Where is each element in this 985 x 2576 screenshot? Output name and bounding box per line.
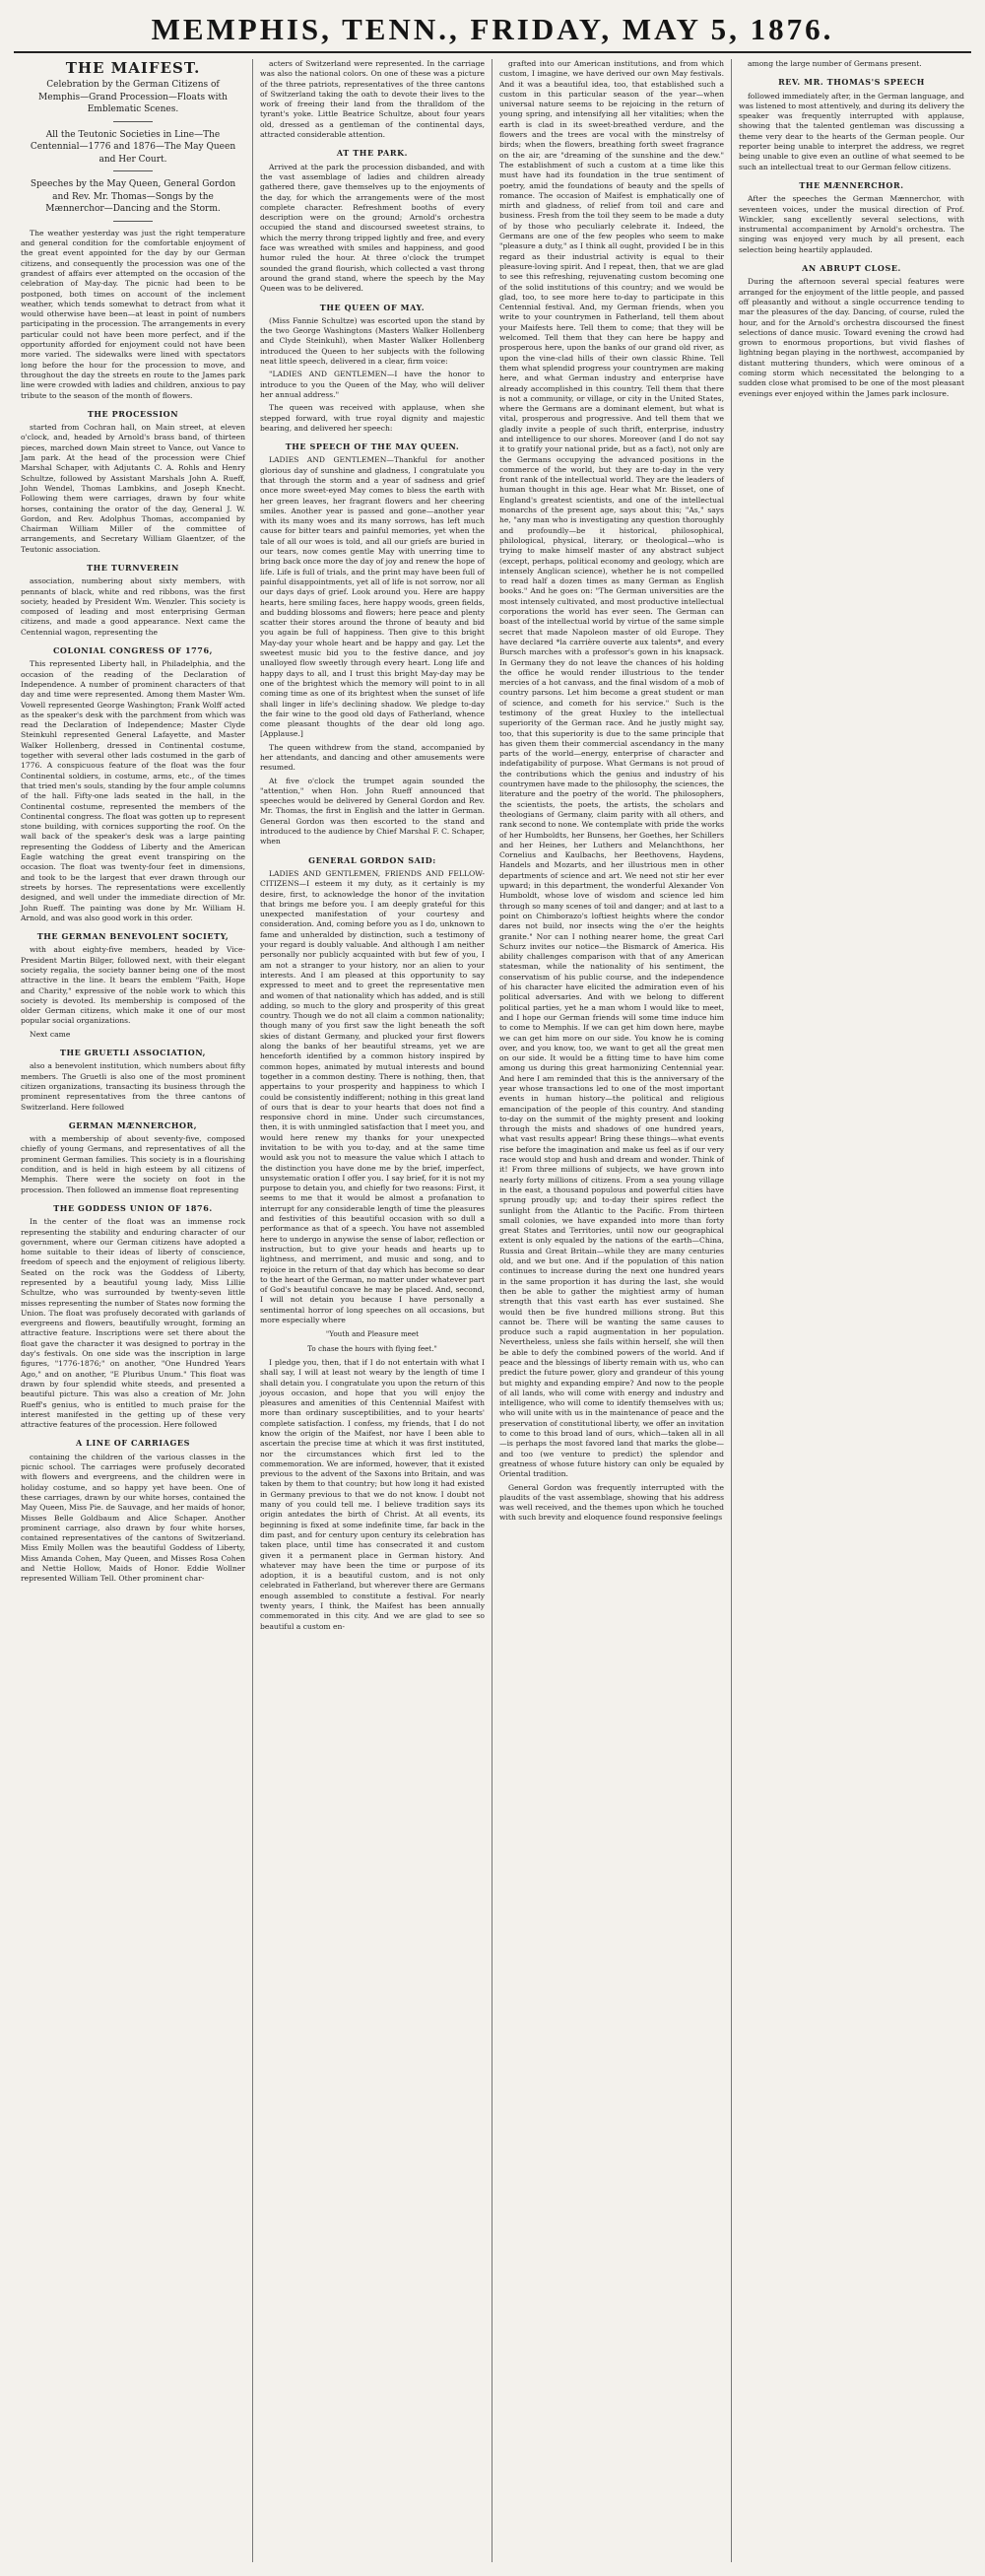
- paragraph: This represented Liberty hall, in Philadelphia, and the occasion of the reading of the Declaration of Independence. A number of prominent characters of that day and time were represented. Among them Master Wm. Vowell represented George Washington; Frank Wolff acted as the speaker's desk with the parchment from which was read the Declaration of Independence; Master Clyde Steinkuhl represented General Lafayette, and Master Walker Hollenberg, dressed in Continental costume, together with several other lads costumed in the garb of 1776. A conspicuous feature of the float was the four Continental soldiers, in costume, arms, etc., of the times that tried men's souls, standing by the four ample columns of the hall. Fifty-one lads seated in the hall, in the Continental costume, represented the members of the Continental congress. The float was gotten up to represent stone building, with cornices supporting the roof. On the wall back of the speaker's desk was a large painting representing the Goddess of Liberty and the American Eagle watching the great event transpiring on the occasion. The float was twenty-four feet in dimensions, and took to be the largest that ever drawn through our streets by horses. The representations were excellently designed, and well under the immediate direction of Mr. John Rueff. The painting was done by Mr. William H. Arnold, and was also good work in this order.: [21, 659, 245, 922]
- subhead: THE TURNVEREIN: [87, 563, 179, 573]
- paragraph: containing the children of the various classes in the picnic school. The carriages were profusely decorated with flowers and evergreens, and the children were in holiday costume, and so happy yet have been. One of these carriages, drawn by our white horses, contained the May Queen, Miss Pie. de Sauvage, and her maids of honor, Misses Belle Goldbaum and Alice Schaper. Another prominent carriage, also drawn by four white horses, contained representatives of the cantons of Switzerland. Miss Emily Mollen was the beautiful Goddess of Liberty, Miss Amanda Cohen, May Queen, and Misses Rosa Cohen and Nettie Hollow, Maids of Honor. Eddie Wollner represented William Tell. Other prominent char-: [21, 1452, 245, 1584]
- column-1: [14, 59, 253, 2562]
- paragraph: among the large number of Germans present.: [748, 59, 922, 68]
- paragraph: The queen was received with applause, when she stepped forward, with true royal dignity and majestic bearing, and delivered her speech:: [260, 403, 485, 433]
- subhead: THE GODDESS UNION OF 1876.: [53, 1202, 213, 1213]
- subhead: A LINE OF CARRIAGES: [76, 1438, 190, 1449]
- column-3: [492, 59, 732, 2562]
- subhead: COLONIAL CONGRESS OF 1776,: [52, 645, 214, 656]
- columns: [14, 59, 971, 2562]
- paragraph: Next came: [30, 1029, 71, 1039]
- subhead: AT THE PARK.: [336, 148, 409, 159]
- paragraph: association, numbering about sixty members, with pennants of black, white and red ribbons, was the first society, headed by President Wm. Wenzler. This society is composed of leading and most enterprising German citizens, and made a good appearance. Next came the Centennial wagon, representing the: [21, 576, 245, 637]
- subhead: GERMAN MÆNNERCHOR,: [68, 1119, 198, 1130]
- subhead: THE SPEECH OF THE MAY QUEEN.: [285, 441, 460, 452]
- paragraph: General Gordon was frequently interrupted with the plaudits of the vast assemblage, showing that his address was well received, and the themes upon which he touched with such brevity and eloquence found responsive feelings: [499, 1482, 724, 1523]
- paragraph: (Miss Fannie Schultze) was escorted upon the stand by the two George Washingtons (Masters Walker Hollenberg and Clyde Steinkuhl), when Master Walker Hollenberg introduced the Queen to her subjects with the following neat little speech, delivered in a clear, firm voice:: [260, 315, 485, 367]
- deck-line-2: All the Teutonic Societies in Line—The Centennial—1776 and 1876—The May Queen and Her Court.: [30, 129, 236, 165]
- paragraph: LADIES AND GENTLEMEN, FRIENDS AND FELLOW-CITIZENS—I esteem it my duty, as it certainly is my desire, first, to acknowledge the honor of the invitation that brings me before you. I am deeply grateful for this unexpected manifestation of your courtesy and consideration. And, coming before you as I do, unknown to fame and unheralded by distinction, such a testimony of your regard is doubly valuable. And although I am neither personally nor publicly acquainted with but few of you, I am not a stranger to your history, nor an alien to your interests. And I am pleased at this opportunity to say expressed to meet and to greet the representative men and women of that nationality which has added, and is still adding, so much to the glory and prosperity of this great country. Though we do not all claim a common nationality; though many of you first saw the light beneath the soft skies of distant Germany, and plucked your first flowers along the banks of her beautiful streams, yet we are henceforth identified by a common history inspired by common hopes, animated by mutual interests and bound together in a common destiny. There is nothing, then, that appertains to your prosperity and happiness to which I could be consistently indifferent; nothing in this great land of ours that is dear to your hearts that does not find a responsive chord in mine. Under such circumstances, then, it is with unmingled satisfaction that I meet you, and would here renew my thanks for your unexpected invitation to be with you to-day, and at the same time would ask you not to measure the value which I attach to the distinction you have done me by the brief, imperfect, unsystematic oration I offer you. I say brief, for it is not my purpose to detain you, and chiefly for two reasons: First, it seems to me that it would be almost a profanation to interrupt for any considerable length of time the pleasures and festivities of this beautiful occasion with so dull a performance as that of a speech. You have not assembled here to undergo in anywise the sense of labor, reflection or instruction, but to give your heads and hearts up to lightness, and merriment, and music and song, and to rejoice in the return of that day which has become so dear to the heart of the German, no matter under whatever part of God's beautiful concave he may be placed. And, second, I will not detain you because I have personally a sentimental horror of long speeches on all occasions, but more especially where: [260, 868, 485, 1325]
- subhead: THE GRUETLI ASSOCIATION,: [59, 1048, 207, 1058]
- deck-line-3: Speeches by the May Queen, General Gordon and Rev. Mr. Thomas—Songs by the Mænnerchor—Dancing and the Storm.: [30, 179, 236, 215]
- deck-line-1: Celebration by the German Citizens of Memphis—Grand Procession—Floats with Emblematic Scenes.: [38, 80, 228, 115]
- paragraph: The weather yesterday was just the right temperature and general condition for the comfortable enjoyment of the great event appointed for the day by our German citizens, and consequently the procession was one of the grandest of affairs ever attempted on the occasion of the celebration of May-day. The picnic had been to be postponed, both times on account of the inclement weather, which tends somewhat to detract from what it would otherwise have been—at least in point of numbers participating in the procession. The arrangements in every particular could not have been more perfect, and if the opportunity afforded for enjoyment could not have been more varied. The sidewalks were lined with spectators long before the hour for the procession to move, and throughout the day the streets en route to the James park line were crowded with ladies and children, anxious to pay tribute to the season of the month of flowers.: [21, 228, 245, 400]
- column-4: [732, 59, 971, 2562]
- paragraph: acters of Switzerland were represented. In the carriage was also the national colors. On one of these was a picture of the three patriots, representatives of the three cantons of Switzerland taking the oath to devote their lives to the work of freeing their land from the thralldom of the tyrant's yoke. Little Beatrice Schultze, about four years old, dressed as a gentleman of the continental days, attracted considerable attention.: [260, 59, 485, 140]
- column-2: [253, 59, 492, 2562]
- deck-divider: [113, 170, 153, 171]
- paragraph: also a benevolent institution, which numbers about fifty members. The Gruetli is also one of the most prominent citizen organizations, transacting its business through the prominent representatives from the three cantons of Switzerland. Here followed: [21, 1061, 245, 1112]
- paragraph: In the center of the float was an immense rock representing the stability and enduring character of our government, where our German citizens have adopted a home suitable to their ideas of liberty of conscience, freedom of speech and the enjoyment of religious liberty. Seated on the rock was the Goddess of Liberty, represented by a beautiful young lady, Miss Lillie Schultze, who was surrounded by twenty-seven little misses representing the number of States now forming the Union. The float was profusely decorated with garlands of evergreens and flowers, beautifully wrought, forming an attractive feature. Inscriptions were set there about the float gave the character it was designed to portray in the day's festivals. On one side was the inscription in large figures, "1776-1876;" on another, "One Hundred Years Ago," and on another, "E Pluribus Unum." This float was drawn by four splendid white steeds, and presented a beautiful picture. This was also a creation of Mr. John Rueff's genius, who is entitled to much praise for the interest manifested in the getting up of these very attractive features of the procession. Here followed: [21, 1217, 245, 1430]
- paragraph: "LADIES AND GENTLEMEN—I have the honor to introduce to you the Queen of the May, who will deliver her annual address.": [260, 370, 485, 399]
- deck-divider: [113, 221, 153, 222]
- masthead: MEMPHIS, TENN., FRIDAY, MAY 5, 1876.: [14, 10, 971, 53]
- paragraph: The queen withdrew from the stand, accompanied by her attendants, and dancing and other amusements were resumed.: [260, 742, 485, 773]
- paragraph: At five o'clock the trumpet again sounded the "attention," when Hon. John Rueff announced that speeches would be delivered by General Gordon and Rev. Mr. Thomas, the first in English and the latter in German. General Gordon was then escorted to the stand and introduced to the audience by Chief Marshal F. C. Schaper, when: [260, 776, 485, 847]
- paragraph: After the speeches the German Mænnerchor, with seventeen voices, under the musical direction of Prof. Winckler, sang excellently several selections, with instrumental accompaniment by Arnold's orchestra. The singing was enjoyed very much by all present, each selection being heartily applauded.: [739, 194, 964, 254]
- paragraph: During the afternoon several special features were arranged for the enjoyment of the little people, and passed off pleasantly and without a single occurrence tending to mar the pleasures of the day. Dancing, of course, ruled the hour, and for the Arnold's orchestra discoursed the finest selections of dance music. Toward evening the crowd had grown to enormous proportions, but vivid flashes of lightning began playing in the northwest, accompanied by distant muttering thunders, which were ominous of a coming storm which necessitated the belonging to a sudden close what promised to be one of the most pleasant evenings ever enjoyed within the James park inclosure.: [739, 277, 964, 398]
- paragraph: followed immediately after, in the German language, and was listened to most attentively, and during its delivery the speaker was frequently interrupted with applause, showing that the talented gentleman was discussing a theme very dear to the hearts of the German people. Our reporter being unable to interpret the address, we regret being unable to give even an outline of what seemed to be such an intellectual treat to our German fellow citizens.: [739, 91, 964, 171]
- deck-divider: [113, 121, 153, 122]
- paragraph: with about eighty-five members, headed by Vice-President Martin Bilger, followed next, with their elegant society regalia, the society banner being one of the most attractive in the line. It bears the emblem "Faith, Hope and Charity," expressive of the noble work to which this society is devoted. Its membership is composed of the older German citizens, which make it one of our most popular social organizations.: [21, 945, 245, 1026]
- article-headline: THE MAIFEST.: [65, 59, 201, 77]
- subhead: THE GERMAN BENEVOLENT SOCIETY,: [36, 931, 230, 942]
- subhead: REV. MR. THOMAS'S SPEECH: [778, 77, 925, 88]
- subhead: AN ABRUPT CLOSE.: [802, 263, 901, 274]
- verse-line: "Youth and Pleasure meet: [325, 1329, 420, 1339]
- subhead: THE MÆNNERCHOR.: [799, 179, 904, 190]
- subhead: GENERAL GORDON SAID:: [308, 854, 436, 865]
- subhead: THE PROCESSION: [87, 408, 179, 419]
- paragraph: LADIES AND GENTLEMEN—Thankful for another glorious day of sunshine and gladness, I congratulate you that through the storm and a year of sadness and grief once more sweet-eyed May comes to bless the earth with her green leaves, her fragrant flowers and her cheering smiles. Another year is passed and gone—another year with its many woes and its many sorrows, has left much cause for bitter tears and painful memories, yet when the tale of all our woes is told, and all our griefs are buried in our tears, now comes gentle May with unerring time to bring back once more the day of joy and renew the hope of life. Life is full of trials, and the print may have been full of painful disappointments, yet all of life is not sorrow, nor all our days days of grief. Look around you. Here are happy hearts, here smiling faces, here happy woods, green fields, and budding blossoms and flowers; here peace and plenty scatter their stores around the throne of beauty and bid you again be full of happiness. Then give to this bright May-day your whole heart and be happy and gay. Let the sweetest music bid you to the festive dance, and joy unalloyed flow sweetly through every heart. Long life and happy days to all, and I trust this bright May-day may be one of the brightest which the memory will point to in all coming time as one of its brightest when the sunset of life shall linger in life's declining shadow. We pledge to-day the fair wine to the good old days of Fatherland, whence come pleasant thoughts of the dear old long ago. [Applause.]: [260, 455, 485, 739]
- subhead: THE QUEEN OF MAY.: [319, 302, 426, 312]
- verse-line: To chase the hours with flying feet.": [307, 1343, 437, 1353]
- paragraph: with a membership of about seventy-five, composed chiefly of young Germans, and representatives of all the prominent German families. This society is in a flourishing condition, and is held in high esteem by all citizens of Memphis. There were the society on foot in the procession. Then followed an immense float representing: [21, 1134, 245, 1194]
- paragraph: started from Cochran hall, on Main street, at eleven o'clock, and, headed by Arnold's brass band, of thirteen pieces, marched down Main street to Vance, out Vance to Jam park. At the head of the procession were Chief Marshal Schaper, with Adjutants C. A. Rohls and Henry Schultze, followed by Assistant Marshals John A. Rueff, John Wendel, Thomas Lambkins, and Joseph Knecht. Following them were carriages, drawn by four white horses, containing the orator of the day, General J. W. Gordon, and Rev. Adolphus Thomas, accompanied by Chairman William Miller of the committee of arrangements, and Secretary William Glaentzer, of the Teutonic association.: [21, 423, 245, 554]
- paragraph: grafted into our American institutions, and from which custom, I imagine, we have derived our own May festivals. And it was a beautiful idea, too, that established such a custom in this particular season of the year—when universal nature seems to be rejoicing in the return of young spring, and intensifying all her vitalities; when the earth is clad in its sweet-breathed verdure, and the flowers and the trees are vocal with the minstrelsy of birds; when the flowers, breathing forth sweet fragrance on the air, are "dreaming of the sunshine and the dew." The establishment of such a custom at a time like this must have had its foundation in the true sentiment of poetry, amid the foundations of beauty and the spells of romance. The occasion of Maifest is emphatically one of mirth and gladness, of relief from toil and care and business. Fresh from the toil they seem to be made a duty of by those who peculiarly celebrate it. Indeed, the Germans are one of the few peoples who seem to make "pleasure a duty," as I think all ought, provided I be in this regard as their industrial activity is equal to their pleasure-loving spirit. And I repeat, then, that we are glad to see this refreshing, rejuvenating custom becoming one of the solid institutions of this country; and we would be glad, too, to see more here to-day to participate in this Centennial festival. And, my German friends, when you write to your countrymen in Fatherland, tell them about your Maifests here. Tell them to come; that they will be welcomed. Tell them that they can here be happy and prosperous here, upon the banks of our grand old river, as upon the vine-clad hills of their own classic Rhine. Tell them what splendid progress your countrymen are making here, and what German industry and enterprise have already accomplished in this country. Tell them that there is not a community, or village, or city in the United States, where the Germans are a dominant element, but what is vital, prosperous and progressive. And tell them that we gladly invite a people of such thrift, enterprise, industry and intelligence to our shores. Moreover (and I do not say it to gratify your national pride, but as a fact), not only are the Germans occupying the advanced positions in the commerce of the world, but they are to-day in the very front rank of the intellectual world. They are the leaders of human thought in this age. Hear what Mr. Bisset, one of England's greatest scientists, and one of the intellectual monarchs of the present age, says about this; "As," says he, "any man who is investigating any question thoroughly and profoundly—be it historical, philosophical, philological, physical, literary, or theological—who is trying to make himself master of any abstract subject (except, perhaps, political economy and geology, which are intensely Anglican science), whether he is not compelled to read half a dozen times as many German as English books." And he goes on: "The German universities are the most intensely cultivated, and most productive intellectual corporations the world has ever seen. The German can boast of the intellectual world by virtue of the same simple secret that made Napoleon master of old Europe. They have declared *la carrière ouverte aux talents*, and every Bursch marches with a professor's gown in his knapsack. In Germany they do not leave the chances of his holding the office he would render illustrious to the tender mercies of a hot canvass, and the final wisdom of a mob of country parsons. Let him become a great student or man of science, and cometh for his service." Such is the testimony of the great Huxley to the intellectual superiority of the German race. And he justly might say, too, that this superiority is due to the same principle that has given them their commercial ascendancy in the many parts of the world—energy, enterprise of character and indefatigability of purpose. What Germans is not proud of the contributions which the genius and industry of his countrymen have made to the philosophy, the sciences, the literature and the poetry of the world. The philosophers, the scientists, the poets, the artists, the scholars and theologians of Germany, claim parity with all others, and rank second to none. We contemplate with pride the works of her Humboldts, her Bunsens, her Goethes, her Schillers and her Heines, her Luthers and Melanchthons, her Cornelius and Kaulbachs, her Beethovens, Haydens, Handels and Mozarts, and her illustrious men in other departments of science and art. We need not stir her ever upward; in this department, the wonderful Alexander Von Humboldt, whose love of wisdom and science led him through so many scenes of toil and danger; and at last to a point on Chimborazo's loftiest heights where the condor dares not build, nor insects wing the o'er the heights granite." Nor can I nothing nearer home, the great Carl Schurz invites our notice—the Bismarck of America. His ability challenges comparison with that of any American statesman, while the nationality of his sentiment, the conservatism of his public course, and the independence of his character have elicited the admiration even of his political adversaries. And with we belong to different political parties, yet he a man whom I would like to meet, and I hope our German friends will some time induce him to come to Memphis. If we can get him down here, maybe we can get him more on our side. You know he is coming over, and you know, too, we want to get all the great men on our side. It would be a fitting time to have him come among us during this great harmonizing Centennial year. And here I am reminded that this is the anniversary of the year whose transactions led to one of the most important events in human history—the political and religious emancipation of the people of this country. And standing to-day on the summit of the mighty present and looking through the mists and shadows of one hundred years, what vast results appear! Bring these things—what events rise before the imagination and make us feel as if our very race would stop and hush and dream and wonder. Think of it! From three millions of subjects, we have grown into nearly forty millions of citizens. From a sea young village in the east, a thousand populous and powerful cities have sprung proudly up; and to-day their spires reflect the sunlight from the Atlantic to the Pacific. From thirteen small colonies, we have expanded into more than forty great States and Territories, until now our geographical extent is only equaled by the nations of the earth—China, Russia and Great Britain—while they are many centuries old, and we but one. And if the population of this nation continues to increase during the next one hundred years in the same proportion it has during the last, she would then be able to gather the mightiest army of human strength that this vast earth has ever sustained. She would then be five hundred millions strong. But this cannot be. There will be wanting the same causes to produce such a rapid augmentation in her population. Nevertheless, unless she fails within herself, she will then be able to defy the combined powers of the world. And if peace and the blessings of liberty remain with us, who can predict the future power, glory and grandeur of this young but mighty and expanding empire? And now to the people of all lands, who will come with energy and industry and intelligence, who will come to identify themselves with us; who will unite with us in the maintenance of peace and the preservation of constitutional liberty, we offer an invitation to come to this broad land of ours, which—taken all in all—is perhaps the most favored land that marks the globe—and too (we venture to predict) the splendor and greatness of whose future history can only be equaled by Oriental tradition.: [499, 59, 724, 1479]
- paragraph: I pledge you, then, that if I do not entertain with what I shall say, I will at least not weary by the length of time I shall detain you. I congratulate you upon the return of this joyous occasion, and hope that you will enjoy the pleasures and amenities of this Centennial Maifest with more than ordinary susceptibilities, and to your hearts' complete satisfaction. I confess, my friends, that I do not know the origin of the Maifest, nor have I been able to ascertain the precise time at which it was first instituted, nor the circumstances which first led to the commemoration. We are informed, however, that it existed previous to the advent of the Saxons into Britain, and was taken by them to that country; but how long it had existed in Germany previous to that we do not know. I doubt not many of you could tell me. I believe tradition says its origin antedates the birth of Christ. At all events, its beginning is fixed at some indefinite time, far back in the dim past, and for century upon century its celebration has taken place, until time has consecrated it and custom given it a permanent place in German history. And whatever may have been the time or purpose of its adoption, it is a beautiful custom, and is not only celebrated in Fatherland, but wherever there are Germans enough assembled to constitute a festival. For nearly twenty years, I think, the Maifest has been annually commemorated in this city. And we are glad to see so beautiful a custom en-: [260, 1357, 485, 1631]
- paragraph: Arrived at the park the procession disbanded, and with the vast assemblage of ladies and children already gathered there, gave themselves up to the enjoyments of the day, for which the arrangements were of the most complete character. Refreshment booths of every description were on the ground; Arnold's orchestra occupied the stand and discoursed sweetest strains, to which the merry throng tripped lightly and free, and every face was wreathed with smiles and happiness, and good humor ruled the hour. At three o'clock the trumpet sounded the grand flourish, which collected a vast throng around the grand stand, where the speech by the May Queen was to be delivered.: [260, 162, 485, 294]
